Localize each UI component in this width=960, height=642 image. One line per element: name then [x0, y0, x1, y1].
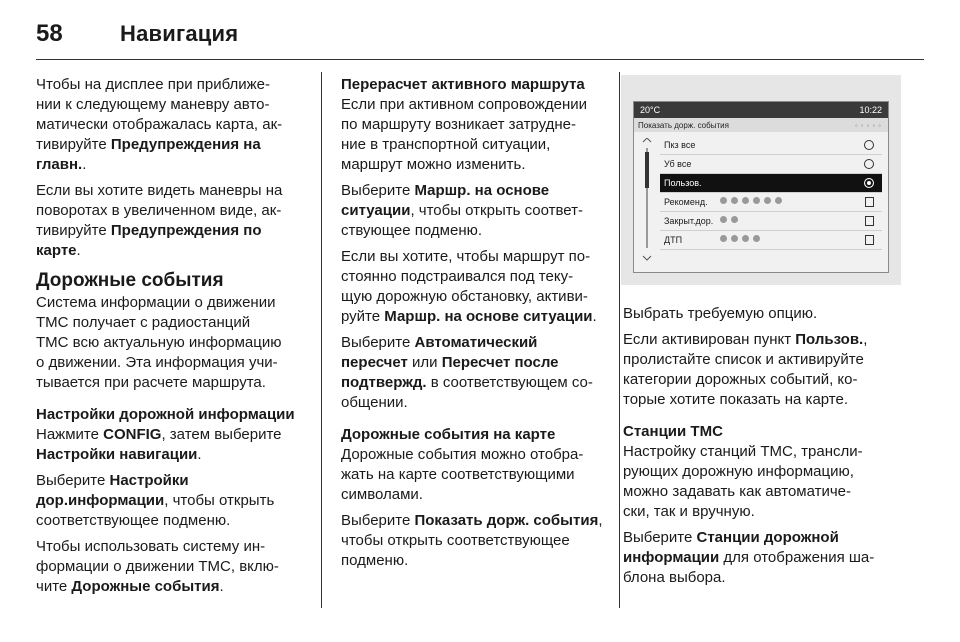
- heading-traffic-events: Дорожные события: [36, 270, 224, 291]
- list-item[interactable]: Закрыт.дор.: [660, 212, 882, 231]
- paragraph-recalc-always: Если вы хотите, чтобы маршрут по- стоянно подстраивался под теку- щую дорожную обстановку, активи- руйте Маршр. на основе ситуации.: [341, 248, 597, 325]
- screen-subtitle: Показать дорж. события: [638, 120, 729, 130]
- event-list: [660, 136, 882, 250]
- radio-icon: [864, 140, 874, 150]
- paragraph-config: Нажмите CONFIG, затем выберите Настройки навигации.: [36, 426, 282, 463]
- column-divider-2: [619, 72, 620, 608]
- paragraph-map-events: Дорожные события можно отобра- жать на карте соответствующими символами.: [341, 446, 584, 503]
- category-icons: [720, 197, 782, 204]
- submenu-icon: [865, 197, 874, 207]
- scroll-down-icon: [643, 256, 651, 260]
- page-header: [36, 14, 238, 54]
- paragraph-tmc: Система информации о движении TMC получает с радиостанций TMC всю актуальную информацию о движении. Эта информация учи- тывается при расчете маршрута.: [36, 294, 282, 391]
- scroll-up-icon: [643, 138, 651, 142]
- radio-icon: [864, 178, 874, 188]
- paragraph-enable-events: Чтобы использовать систему ин- формации о движении TMC, вклю- чите Дорожные события.: [36, 538, 279, 595]
- page-number: 58: [36, 20, 63, 47]
- system-icons: ◦◦◦◦◦: [854, 120, 884, 130]
- paragraph-traffic-settings: Выберите Настройки дор.информации, чтобы открыть соответствующее подменю.: [36, 472, 275, 529]
- column-1: [36, 75, 316, 603]
- paragraph-show-events: Выберите Показать дорж. события, чтобы открыть соответствующее подменю.: [341, 512, 603, 569]
- paragraph-recalc-mode: Выберите Автоматический пересчет или Пересчет после подтвержд. в соответствующем со- общении.: [341, 334, 593, 411]
- submenu-icon: [865, 216, 874, 226]
- submenu-icon: [865, 235, 874, 245]
- paragraph-tmc-stations: Настройку станций TMC, трансли- рующих дорожную информацию, можно задавать как автоматиче- ски, так и вручную.: [623, 443, 863, 520]
- paragraph-recalc-select: Выберите Маршр. на основе ситуации, чтобы открыть соответ- ствующее подменю.: [341, 182, 583, 239]
- device-screen: [633, 101, 889, 273]
- temperature: 20°C: [640, 105, 661, 115]
- radio-icon: [864, 159, 874, 169]
- paragraph-user-defined: Если активирован пункт Пользов., пролистайте список и активируйте категории дорожных событий, ко- торые хотите показать на карте.: [623, 331, 868, 408]
- column-3: [623, 304, 913, 594]
- paragraph-recalc-intro: Если при активном сопровождении по маршруту возникает затрудне- ние в транспортной ситуации, маршрут можно изменить.: [341, 96, 588, 173]
- heading-recalc: Перерасчет активного маршрута: [341, 76, 585, 93]
- column-2: [341, 75, 613, 577]
- page-title: Навигация: [120, 21, 239, 46]
- list-item[interactable]: Пользов.: [660, 174, 882, 193]
- clock: 10:22: [859, 105, 882, 115]
- list-item[interactable]: Уб все: [660, 155, 882, 174]
- list-item[interactable]: Пкз все: [660, 136, 882, 155]
- paragraph-home-warnings: Чтобы на дисплее при приближе- нии к следующему маневру авто- матически отображалась карта, ак- тивируйте Предупреждения на главн..: [36, 76, 283, 173]
- heading-traffic-settings: Настройки дорожной информации: [36, 406, 295, 423]
- paragraph-map-warnings: Если вы хотите видеть маневры на поворотах в увеличенном виде, ак- тивируйте Предупреждения по карте.: [36, 182, 283, 259]
- header-rule: [36, 59, 924, 60]
- scroll-thumb: [645, 152, 649, 188]
- list-item[interactable]: ДТП: [660, 231, 882, 250]
- scroll-indicator: [638, 138, 656, 266]
- list-item[interactable]: Рекоменд.: [660, 193, 882, 212]
- column-divider-1: [321, 72, 322, 608]
- status-bar: [634, 102, 888, 118]
- paragraph-choose-option: Выбрать требуемую опцию.: [623, 305, 818, 322]
- heading-map-events: Дорожные события на карте: [341, 426, 556, 443]
- category-icons: [720, 216, 738, 223]
- screen-subtitle-bar: [634, 118, 888, 132]
- paragraph-select-stations: Выберите Станции дорожной информации для отображения ша- блона выбора.: [623, 529, 875, 586]
- infotainment-screenshot: [621, 75, 901, 285]
- heading-tmc-stations: Станции TMC: [623, 423, 723, 440]
- category-icons: [720, 235, 760, 242]
